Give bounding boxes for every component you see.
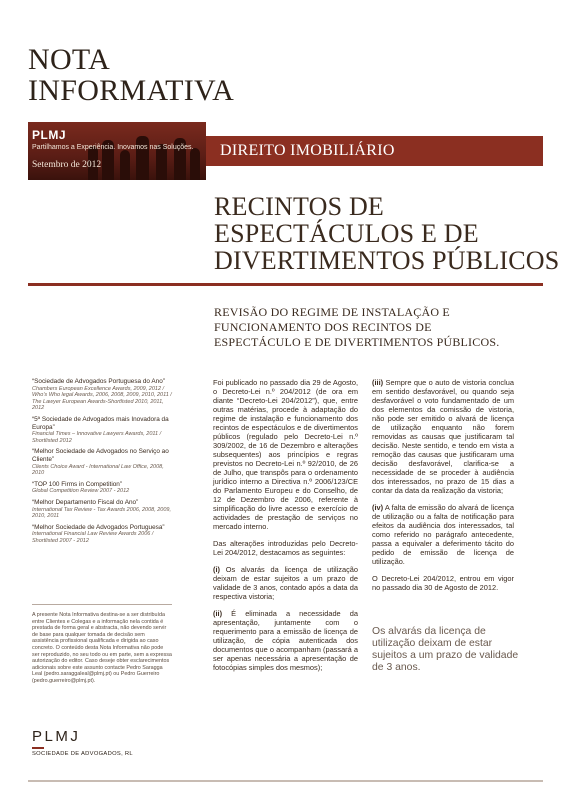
subtitle-line: ESPECTÁCULO E DE DIVERTIMENTOS PÚBLICOS. [214, 335, 500, 349]
plmj-logo [32, 728, 133, 757]
award-detail: Clients Choice Award - International Law Office, 2008, 2010 [32, 463, 164, 477]
subtitle-line: FUNCIONAMENTO DOS RECINTOS DE [214, 320, 432, 334]
item-text: Sempre que o auto de vistoria conclua em sentido desfavorável, ou quando seja desfavorável o voto fundamentado de um dos elementos da comissão de vistoria, não pode ser emitido o alvará de licença de utilização enquanto não forem removidas as causas que justificaram tal decisão. Neste sentido, e tendo em vista a remoção das causas que justificaram uma decisão desfavorável, clarifica-se a necessidade de se proceder à audiência dos interessados, no prazo de 15 dias a contar da data da realização da vistoria; [372, 378, 514, 495]
list-item [213, 609, 358, 672]
award-item [32, 416, 172, 444]
logo-wordmark: PLMJ [32, 728, 81, 745]
award-title: “Melhor Sociedade de Advogados Portuguesa” [32, 523, 165, 531]
award-item [32, 481, 172, 495]
award-detail: International Financial Law Review Awards 2006 / Shortlisted 2007 - 2012 [32, 531, 154, 544]
article-subtitle [214, 305, 544, 350]
brand-label: PLMJ [32, 128, 67, 142]
closing-paragraph: O Decreto-Lei 204/2012, entrou em vigor no passado dia 30 de Agosto de 2012. [372, 574, 514, 592]
item-number: (iii) [372, 378, 384, 387]
item-number: (i) [213, 565, 220, 574]
item-text: Os alvarás da licença de utilização deixam de estar sujeitos a um prazo de validade de 3 anos, contado após a data da respectiva vistoria; [213, 565, 358, 601]
title-line-1: NOTA [28, 43, 111, 76]
article-column-2 [372, 378, 514, 600]
article-title-line: ESPECTÁCULOS E DE [214, 219, 479, 248]
item-text: É eliminada a necessidade da apresentação, juntamente com o requerimento para a emissão de licença de utilização, de cópia autenticada dos documentos que o acompanham (passará a ser apenas necessária a apresentação de fotocópias simples dos mesmos); [213, 609, 359, 672]
section-label: DIREITO IMOBILIÁRIO [220, 142, 395, 159]
logo-subtitle: SOCIEDADE DE ADVOGADOS, RL [32, 751, 133, 757]
item-number: (iv) [372, 503, 384, 512]
banner-photo [28, 122, 206, 180]
newsletter-title [28, 44, 234, 106]
article-column-1 [213, 378, 358, 680]
footer-divider [28, 780, 543, 782]
body-paragraph: Das alterações introduzidas pelo Decreto-Lei 204/2012, destacamos as seguintes: [213, 539, 358, 557]
list-item [372, 503, 514, 566]
logo-accent-bar [32, 747, 44, 749]
award-title: “Sociedade de Advogados Portuguesa do Ano” [32, 378, 165, 385]
article-title-line: RECINTOS DE [214, 192, 385, 221]
item-number: (ii) [213, 609, 223, 618]
award-detail: Financial Times – Innovative Lawyers Awards, 2011 / Shortlisted 2012 [32, 431, 162, 444]
award-title: “5ª Sociedade de Advogados mais Inovadora da Europa” [32, 415, 169, 431]
award-detail: Global Competition Review 2007 - 2012 [32, 488, 130, 495]
title-line-2: INFORMATIVA [28, 74, 235, 107]
award-item [32, 378, 172, 412]
brand-tagline: Partilhamos a Experiência. Inovamos nas Soluções. [32, 144, 194, 151]
award-detail: International Tax Review - Tax Awards 2006, 2008, 2009, 2010, 2011 [32, 506, 172, 520]
list-item [372, 378, 514, 495]
section-strip [206, 136, 543, 166]
body-paragraph: Foi publicado no passado dia 29 de Agosto, o Decreto-Lei n.º 204/2012 (de ora em diante “Decreto-Lei 204/2012”), que, entre outras matérias, procede à adaptação do regime de instalação e funcionamento dos recintos de espectáculos e de divertimentos públicos (regulado pelo Decreto-Lei n.º 309/2002, de 16 de Dezembro e alterações subsequentes) aos princípios e regras previstos no Decreto-Lei n.º 92/2010, de 26 de Julho, que transpôs para o ordenamento jurídico interno a Directiva n.º 2006/123/CE do Parlamento Europeu e do Conselho, de 12 de Dezembro de 2006, referente à simplificação do livre acesso e exercício de actividades de prestação de serviços no mercado interno. [213, 378, 358, 531]
title-divider [28, 283, 543, 286]
award-detail: Chambers European Excellence Awards, 2009, 2012 / Who’s Who legal Awards, 2006, 2008, 2009, 2010, 2011 / The Lawyer European Awards-Shortlisted 2010, 2011, 2012 [32, 385, 172, 412]
article-title-line: DIVERTIMENTOS PÚBLICOS [214, 246, 560, 275]
header-banner [28, 122, 543, 180]
list-item [213, 565, 358, 601]
award-title: “TOP 100 Firms in Competition” [32, 480, 122, 488]
award-title: “Melhor Departamento Fiscal do Ano” [32, 498, 139, 506]
subtitle-line: REVISÃO DO REGIME DE INSTALAÇÃO E [214, 305, 450, 319]
award-item [32, 448, 172, 476]
award-item [32, 499, 172, 520]
sidebar-divider [32, 604, 172, 605]
disclaimer-text: A presente Nota Informativa destina-se a ser distribuída entre Clientes e Colegas e a informação nela contida é prestada de forma geral e abstracta, não devendo servir de base para qualquer tomada de decisão sem assistência profissional qualificada e dirigida ao caso concreto. O conteúdo desta Nota Informativa não pode ser reproduzido, no seu todo ou em parte, sem a expressa autorização do editor. Caso deseje obter esclarecimentos adicionais sobre este assunto contacte Pedro Saragga Leal (pedro.saraggaleal@plmj.pt) ou Pedro Guerreiro (pedro.guerreiro@plmj.pt). [32, 612, 172, 684]
award-title: “Melhor Sociedade de Advogados no Serviço ao Cliente” [32, 448, 169, 463]
item-text: A falta de emissão do alvará de licença de utilização ou a falta de notificação para efeitos da audiência dos interessados, tal como referido no parágrafo antecedente, passa a equivaler a deferimento tácito do pedido de emissão de licença de utilização. [372, 503, 514, 566]
pull-quote: Os alvarás da licença de utilização deixam de estar sujeitos a um prazo de validade de 3 anos. [372, 626, 519, 673]
issue-date: Setembro de 2012 [32, 160, 102, 170]
award-item [32, 524, 172, 545]
awards-sidebar [32, 378, 172, 548]
article-title [214, 193, 559, 274]
